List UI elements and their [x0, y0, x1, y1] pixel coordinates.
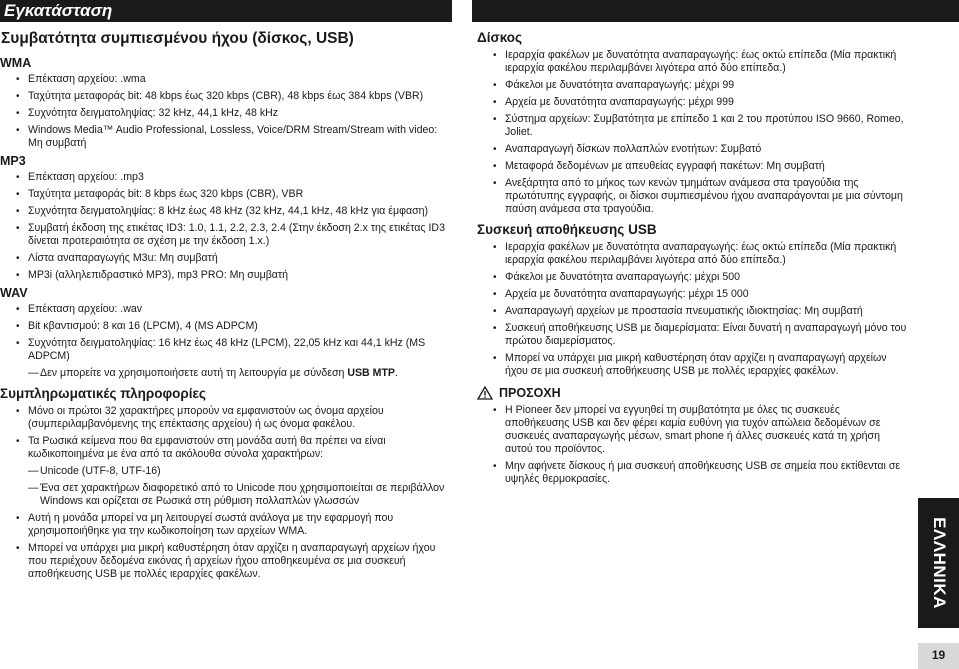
list-item: • Συχνότητα δειγματοληψίας: 16 kHz έως 48 kHz (LPCM), 22,05 kHz και 44,1 kHz (MS ADPCM)	[16, 337, 426, 362]
bullet-icon: •	[16, 74, 20, 85]
list-item: • Αυτή η μονάδα μπορεί να μη λειτουργεί σωστά ανάλογα με την εφαρμογή που χρησιμοποιήθηκε για την κωδικοποίηση των αρχείων WMA.	[16, 512, 394, 537]
bullet-icon: •	[16, 270, 20, 281]
disc-heading: Δίσκος	[477, 30, 523, 45]
page-header-title: Εγκατάσταση	[4, 1, 113, 20]
right-column	[477, 30, 907, 490]
wma-list	[0, 73, 452, 150]
list-item: • Φάκελοι με δυνατότητα αναπαραγωγής: μέχρι 99	[493, 79, 735, 91]
list-subitem: — Ένα σετ χαρακτήρων διαφορετικό από το Unicode που χρησιμοποιείται σε περιβάλλον Windows και ορίζεται σε Ρωσικά στη ρύθμιση πολλαπλών γλωσσών	[28, 482, 445, 507]
mp3-heading: MP3	[0, 154, 26, 168]
supplementary-list	[0, 405, 452, 581]
section-title: Συμβατότητα συμπιεσμένου ήχου (δίσκος, USB)	[1, 30, 354, 47]
list-item: • Αρχεία με δυνατότητα αναπαραγωγής: μέχρι 15 000	[493, 288, 749, 300]
header-bar	[0, 0, 452, 22]
list-item: • Επέκταση αρχείου: .wav	[16, 303, 143, 315]
list-item: • Windows Media™ Audio Professional, Lossless, Voice/DRM Stream/Stream with video: Μη συμβατή	[16, 124, 438, 149]
bullet-icon: •	[493, 272, 497, 283]
bullet-icon: •	[493, 80, 497, 91]
bullet-icon: •	[16, 253, 20, 264]
list-item: • Συμβατή έκδοση της ετικέτας ID3: 1.0, 1.1, 2.2, 2.3, 2.4 (Στην έκδοση 2.x της ετικέτας ID3 δίνεται προτεραιότητα σε σχέση με την έκδοση 1.x.)	[16, 222, 445, 247]
header-bar-right	[472, 0, 959, 22]
bullet-icon: •	[493, 405, 497, 416]
list-item: • Συχνότητα δειγματοληψίας: 32 kHz, 44,1 kHz, 48 kHz	[16, 107, 279, 119]
list-item: • Μπορεί να υπάρχει μια μικρή καθυστέρηση όταν αρχίζει η αναπαραγωγή αρχείων ήχου που περιέχουν δεδομένα εικόνας ή αρχείων ήχου αποθηκευμένα σε μια συσκευή αποθήκευσης USB με πολλές ιεραρχίες φακέλων.	[16, 542, 436, 580]
bullet-icon: •	[493, 323, 497, 334]
list-item: • Αναπαραγωγή δίσκων πολλαπλών ενοτήτων: Συμβατό	[493, 143, 762, 155]
bullet-icon: •	[493, 178, 497, 189]
dash-icon: —	[28, 465, 39, 477]
bullet-icon: •	[16, 406, 20, 417]
warning-icon	[477, 386, 493, 400]
bullet-icon: •	[16, 513, 20, 524]
bullet-icon: •	[493, 306, 497, 317]
list-item: • Μπορεί να υπάρχει μια μικρή καθυστέρηση όταν αρχίζει η αναπαραγωγή αρχείων ήχου σε μια συσκευή αποθήκευσης USB με πολλές ιεραρχίες φακέλων.	[493, 352, 887, 377]
wav-heading: WAV	[0, 286, 28, 300]
list-item: • Επέκταση αρχείου: .wma	[16, 73, 146, 85]
dash-icon: —	[28, 367, 39, 379]
list-item: • Φάκελοι με δυνατότητα αναπαραγωγής: μέχρι 500	[493, 271, 741, 283]
list-item: • Ταχύτητα μεταφοράς bit: 8 kbps έως 320 kbps (CBR), VBR	[16, 188, 304, 200]
list-item: • Τα Ρωσικά κείμενα που θα εμφανιστούν στη μονάδα αυτή θα πρέπει να είναι κωδικοποιημένα με ένα από τα ακόλουθα σύνολα χαρακτήρων:	[16, 435, 386, 460]
bullet-icon: •	[493, 144, 497, 155]
list-item: • Λίστα αναπαραγωγής M3u: Μη συμβατή	[16, 252, 218, 264]
list-item: • Αναπαραγωγή αρχείων με προστασία πνευματικής ιδιοκτησίας: Μη συμβατή	[493, 305, 863, 317]
bullet-icon: •	[493, 353, 497, 364]
bullet-icon: •	[493, 289, 497, 300]
bullet-icon: •	[16, 543, 20, 554]
caution-heading	[477, 386, 907, 400]
bullet-icon: •	[493, 114, 497, 125]
bullet-icon: •	[16, 189, 20, 200]
list-item: • Ανεξάρτητα από το μήκος των κενών τμημάτων ανάμεσα στα τραγούδια της πρωτότυπης εγγραφής, οι δίσκοι συμπιεσμένου ήχου αναπαράγονται με μια σύντομη παύση ανάμεσα στα τραγούδια.	[493, 177, 903, 215]
bullet-icon: •	[16, 206, 20, 217]
usb-list	[477, 241, 907, 378]
mp3-list	[0, 171, 452, 282]
caution-label: ΠΡΟΣΟΧΗ	[499, 386, 561, 400]
list-item: • Bit κβαντισμού: 8 και 16 (LPCM), 4 (MS ADPCM)	[16, 320, 258, 332]
disc-list	[477, 49, 907, 216]
list-item: • Μεταφορά δεδομένων με απευθείας εγγραφή πακέτων: Μη συμβατή	[493, 160, 825, 172]
wma-heading: WMA	[0, 56, 32, 70]
wav-list	[0, 303, 452, 380]
page-number-box	[918, 643, 959, 669]
bullet-icon: •	[493, 461, 497, 472]
bullet-icon: •	[16, 223, 20, 234]
bullet-icon: •	[493, 97, 497, 108]
bullet-icon: •	[493, 161, 497, 172]
caution-list	[477, 404, 907, 486]
bullet-icon: •	[16, 125, 20, 136]
list-item: • MP3i (αλληλεπιδραστικό MP3), mp3 PRO: Μη συμβατή	[16, 269, 289, 281]
list-item: • Ταχύτητα μεταφοράς bit: 48 kbps έως 320 kbps (CBR), 48 kbps έως 384 kbps (VBR)	[16, 90, 424, 102]
bullet-icon: •	[493, 50, 497, 61]
list-item: • Σύστημα αρχείων: Συμβατότητα με επίπεδο 1 και 2 του προτύπου ISO 9660, Romeo, Joliet.	[493, 113, 904, 138]
bullet-icon: •	[16, 91, 20, 102]
wav-note: — Δεν μπορείτε να χρησιμοποιήσετε αυτή τη λειτουργία με σύνδεση USB MTP.	[28, 367, 398, 379]
language-tab-label: ΕΛΛΗΝΙΚΑ	[929, 517, 949, 609]
supplementary-heading: Συμπληρωματικές πληροφορίες	[0, 386, 206, 401]
dash-icon: —	[28, 482, 39, 494]
list-subitem: — Unicode (UTF-8, UTF-16)	[28, 465, 161, 477]
bullet-icon: •	[16, 108, 20, 119]
bullet-icon: •	[493, 242, 497, 253]
bullet-icon: •	[16, 304, 20, 315]
list-item: • Επέκταση αρχείου: .mp3	[16, 171, 144, 183]
bullet-icon: •	[16, 321, 20, 332]
list-item: • Συσκευή αποθήκευσης USB με διαμερίσματα: Είναι δυνατή η αναπαραγωγή μόνο του πρώτου διαμερίσματος.	[493, 322, 907, 347]
bullet-icon: •	[16, 172, 20, 183]
page-number: 19	[931, 648, 946, 662]
list-item: • Συχνότητα δειγματοληψίας: 8 kHz έως 48 kHz (32 kHz, 44,1 kHz, 48 kHz για έμφαση)	[16, 205, 429, 217]
list-item: • Αρχεία με δυνατότητα αναπαραγωγής: μέχρι 999	[493, 96, 734, 108]
left-column	[0, 30, 452, 585]
bullet-icon: •	[16, 436, 20, 447]
list-item: • Ιεραρχία φακέλων με δυνατότητα αναπαραγωγής: έως οκτώ επίπεδα (Μία πρακτική ιεραρχία φακέλου περιλαμβάνει λιγότερα από δύο επίπεδα.)	[493, 241, 897, 266]
list-item: • Η Pioneer δεν μπορεί να εγγυηθεί τη συμβατότητα με όλες τις συσκευές αποθήκευσης USB και δεν φέρει καμία ευθύνη για τυχόν απώλεια δεδομένων σε συσκευές αναπαραγωγής μέσων, smart phone ή άλλες συσκευές κατά τη χρήση αυτού του προϊόντος.	[493, 404, 881, 455]
bullet-icon: •	[16, 338, 20, 349]
usb-heading: Συσκευή αποθήκευσης USB	[477, 222, 657, 237]
list-item: • Μόνο οι πρώτοι 32 χαρακτήρες μπορούν να εμφανιστούν ως όνομα αρχείου (συμπεριλαμβανόμενης της επέκτασης αρχείου) ή ως όνομα φακέλου.	[16, 405, 384, 430]
list-item: • Ιεραρχία φακέλων με δυνατότητα αναπαραγωγής: έως οκτώ επίπεδα (Μία πρακτική ιεραρχία φακέλου περιλαμβάνει λιγότερα από δύο επίπεδα.)	[493, 49, 897, 74]
list-item: • Μην αφήνετε δίσκους ή μια συσκευή αποθήκευσης USB σε σημεία που εκτίθενται σε υψηλές θερμοκρασίες.	[493, 460, 901, 485]
language-tab	[918, 498, 959, 628]
